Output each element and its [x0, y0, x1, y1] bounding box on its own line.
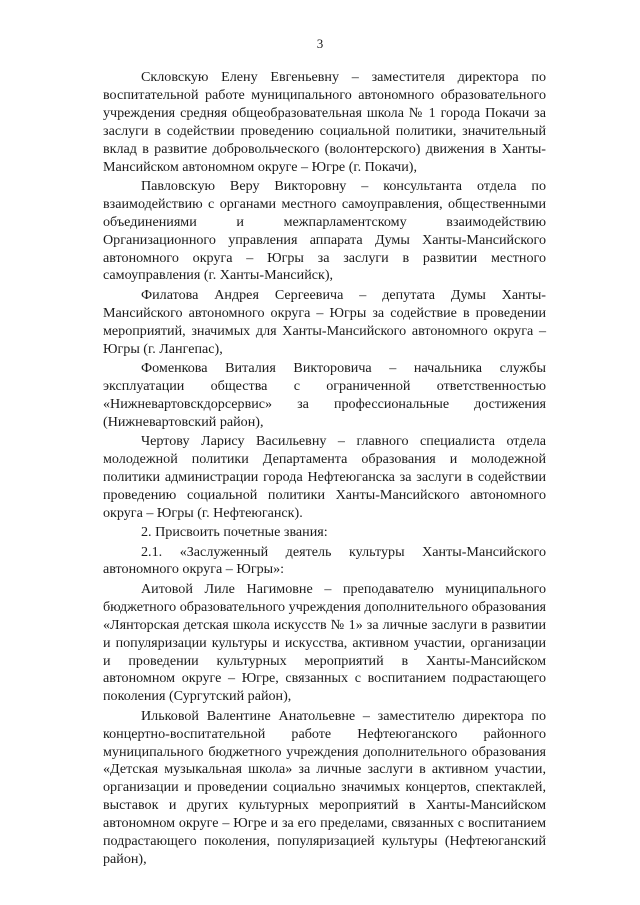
paragraph-pavlovskaya: Павловскую Веру Викторовну – консультанта отдела по взаимодействию с органами местного самоуправления, общественными объединениями и межпарламентскому взаимодействию Организационного управления аппарата Думы Ханты-Мансийского автономного округа – Югры за заслуги в развитии местного самоуправления (г. Ханты-Мансийск), — [103, 177, 546, 284]
paragraph-chertova: Чертову Ларису Васильевну – главного специалиста отдела молодежной политики Департамента образования и молодежной политики администрации города Нефтеюганска за заслуги в содействии проведению социальной политики Ханты-Мансийского автономного округа – Югры (г. Нефтеюганск). — [103, 433, 546, 521]
paragraph-section-2-1: 2.1. «Заслуженный деятель культуры Ханты-Мансийского автономного округа – Югры»: — [103, 543, 546, 578]
paragraph-filatov: Филатова Андрея Сергеевича – депутата Думы Ханты-Мансийского автономного округа – Югры за содействие в проведении мероприятий, значимых для Ханты-Мансийского автономного округа – Югры (г. Лангепас), — [103, 286, 546, 357]
document-body — [103, 69, 546, 869]
paragraph-ilkova: Ильковой Валентине Анатольевне – заместителю директора по концертно-воспитательной работе Нефтеюганского районного муниципального бюджетного учреждения дополнительного образования «Детская музыкальная школа» за личные заслуги в активном участии, организации и проведении социально значимых концертов, спектаклей, выставок и других культурных мероприятий в Ханты-Мансийском автономном округе – Югре и за его пределами, связанных с воспитанием подрастающего поколения, популяризацией культуры (Нефтеюганский район), — [103, 707, 546, 867]
paragraph-sklovskaya: Скловскую Елену Евгеньевну – заместителя директора по воспитательной работе муниципального автономного образовательного учреждения средняя общеобразовательная школа № 1 города Покачи за заслуги в содействии проведению социальной политики, значительный вклад в развитие добровольческого (волонтерского) движения в Ханты-Мансийском автономном округе – Югре (г. Покачи), — [103, 69, 546, 175]
page-number: 3 — [316, 36, 324, 51]
paragraph-aitova: Аитовой Лиле Нагимовне – преподавателю муниципального бюджетного образовательного учреждения дополнительного образования «Лянторская детская школа искусств № 1» за личные заслуги в развитии и популяризации культуры и искусства, активном участии, организации и проведении культурных мероприятий в Ханты-Мансийском автономном округе – Югре, связанных с воспитанием подрастающего поколения (Сургутский район), — [103, 580, 546, 705]
paragraph-fomenkov: Фоменкова Виталия Викторовича – начальника службы эксплуатации общества с ограниченной ответственностью «Нижневартовскдорсервис» за профессиональные достижения (Нижневартовский район), — [103, 360, 546, 430]
paragraph-section-2: 2. Присвоить почетные звания: — [141, 524, 328, 541]
